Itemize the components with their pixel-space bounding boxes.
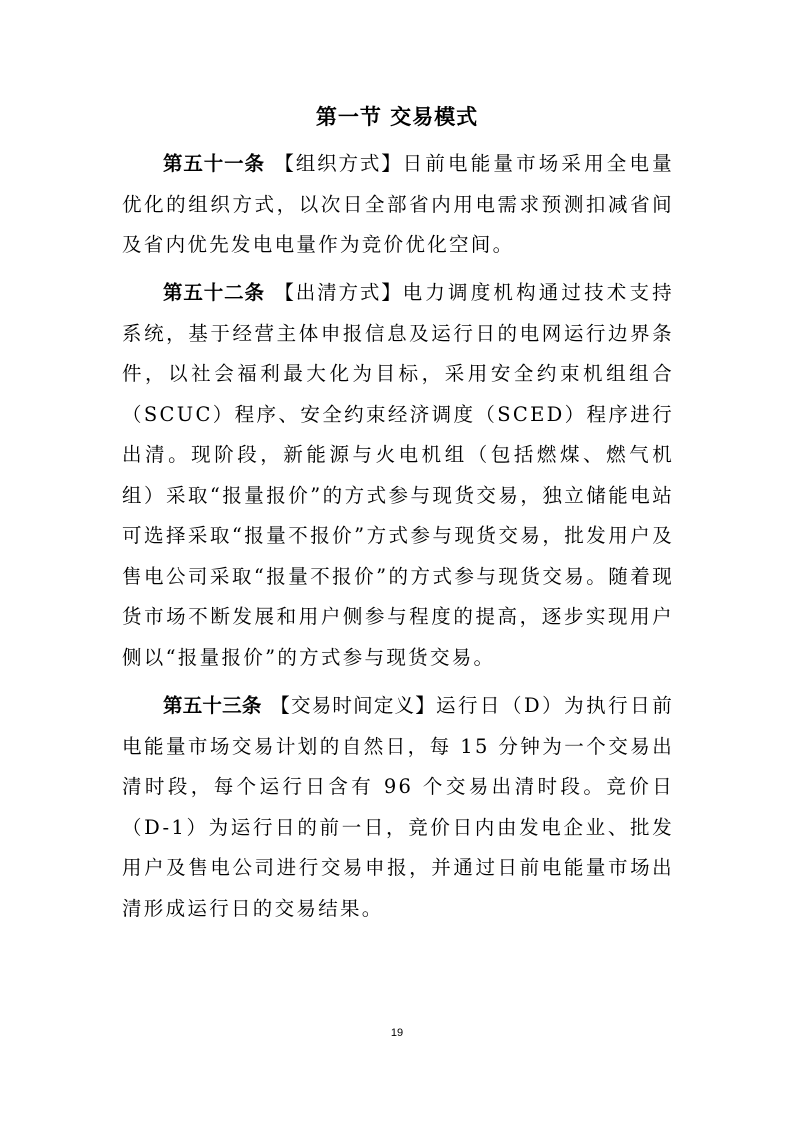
article-51-topic: 【组织方式】 (274, 152, 403, 175)
section-title: 第一节 交易模式 (315, 105, 479, 129)
article-53 (122, 686, 674, 929)
article-52 (122, 273, 674, 678)
article-53-number: 第五十三条 (163, 694, 262, 717)
page-number: 19 (390, 1027, 404, 1039)
article-51-body: 日前电能量市场采用全电量优化的组织方式，以次日全部省内用电需求预测扣减省间及省内优先发电电量作为竞价优化空间。 (122, 152, 674, 256)
article-53-body: 运行日（D）为执行日前电能量市场交易计划的自然日，每 15 分钟为一个交易出清时段，每个运行日含有 96 个交易出清时段。竞价日（D-1）为运行日的前一日，竞价日内由发电企业、批发用户及售电公司进行交易申报，并通过日前电能量市场出清形成运行日的交易结果。 (122, 694, 674, 920)
article-52-body: 电力调度机构通过技术支持系统，基于经营主体申报信息及运行日的电网运行边界条件，以社会福利最大化为目标，采用安全约束机组组合（SCUC）程序、安全约束经济调度（SCED）程序进行出清。现阶段，新能源与火电机组（包括燃煤、燃气机组）采取“报量报价”的方式参与现货交易，独立储能电站可选择采取“报量不报价”方式参与现货交易，批发用户及售电公司采取“报量不报价”的方式参与现货交易。随着现货市场不断发展和用户侧参与程度的提高，逐步实现用户侧以“报量报价”的方式参与现货交易。 (122, 281, 674, 669)
article-53-topic: 【交易时间定义】 (270, 694, 436, 717)
article-52-number: 第五十二条 (163, 281, 265, 304)
article-51 (122, 144, 674, 266)
article-51-number: 第五十一条 (163, 152, 265, 175)
article-52-topic: 【出清方式】 (274, 281, 403, 304)
